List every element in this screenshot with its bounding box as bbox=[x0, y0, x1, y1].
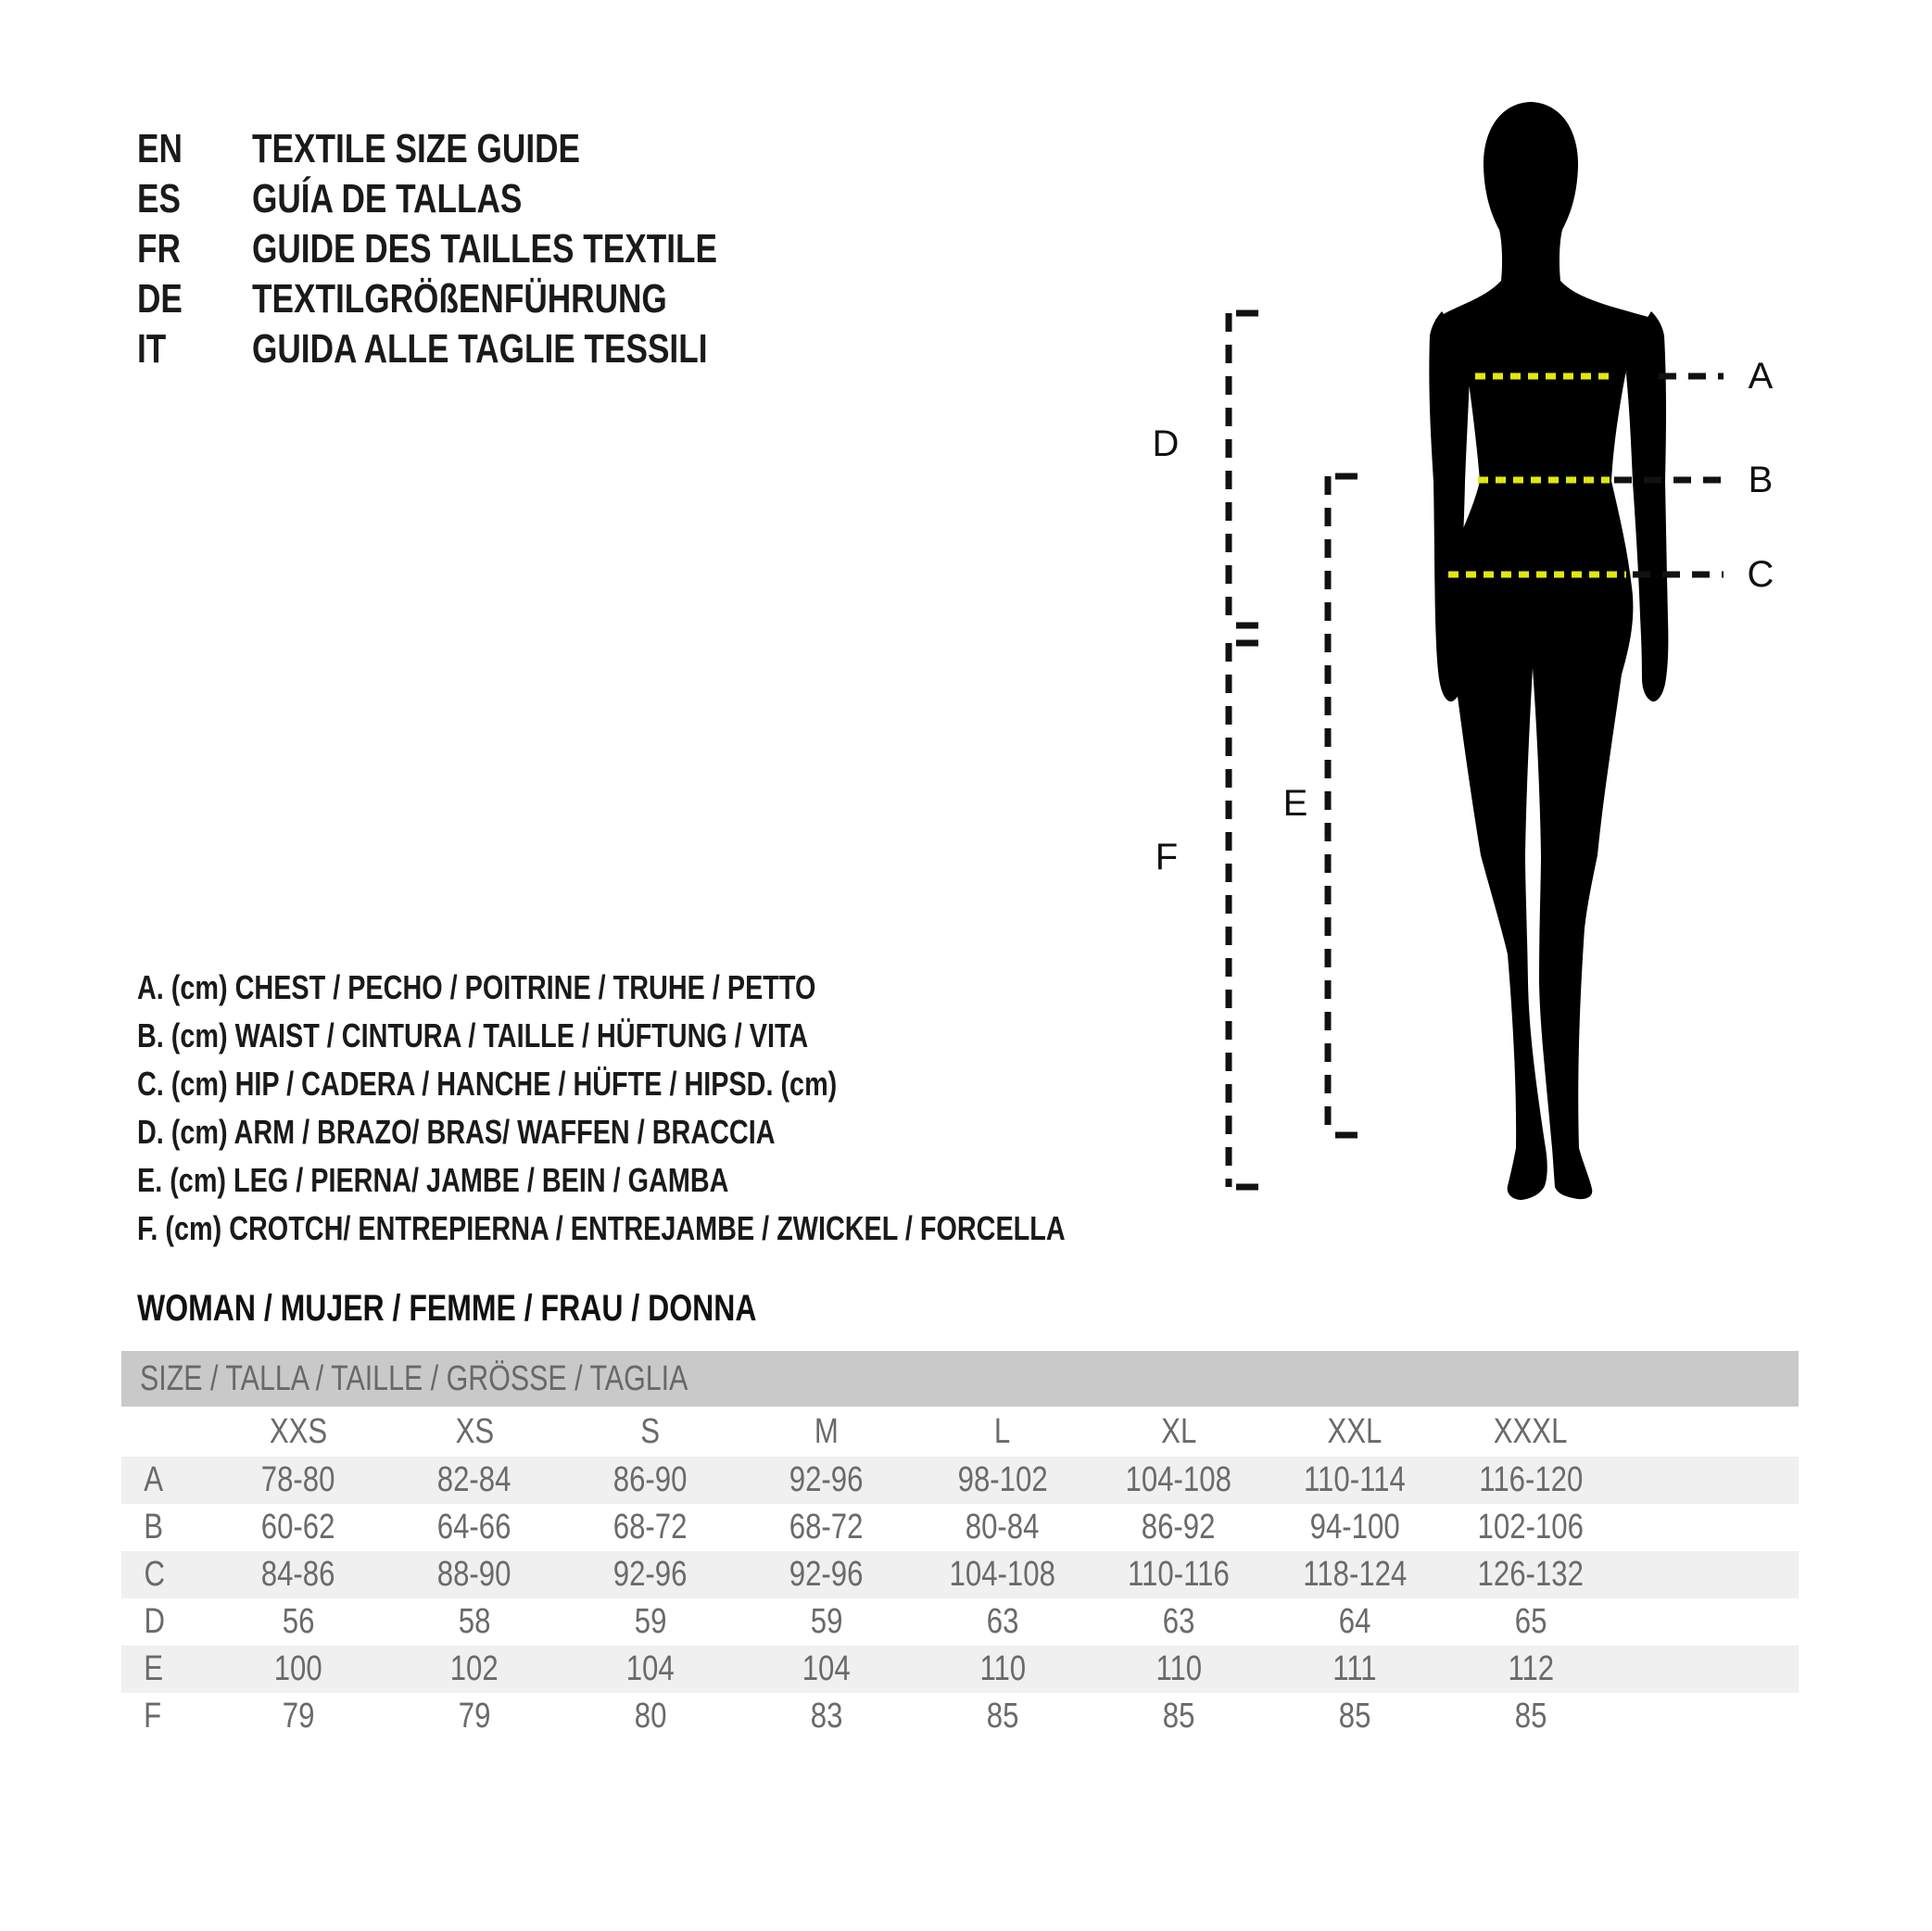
table-row-chest bbox=[121, 1457, 1799, 1504]
cell: 104 bbox=[802, 1649, 851, 1688]
row-label: B bbox=[144, 1508, 164, 1546]
cell: 104-108 bbox=[949, 1555, 1056, 1594]
cell: 94-100 bbox=[1309, 1508, 1400, 1546]
language-row-de bbox=[137, 274, 833, 324]
cell: 116-120 bbox=[1478, 1460, 1584, 1499]
cell: 126-132 bbox=[1477, 1555, 1585, 1594]
cell: 86-90 bbox=[613, 1460, 688, 1499]
cell: 59 bbox=[634, 1602, 667, 1641]
cell: 112 bbox=[1508, 1649, 1554, 1688]
legend-line-hip: C. (cm) HIP / CADERA / HANCHE / HÜFTE / HIPSD. (cm) bbox=[137, 1065, 838, 1103]
size-col-header: L bbox=[994, 1411, 1011, 1451]
cell: 85 bbox=[1162, 1697, 1195, 1735]
legend-line-leg: E. (cm) LEG / PIERNA/ JAMBE / BEIN / GAMBA bbox=[137, 1161, 729, 1199]
cell: 111 bbox=[1332, 1649, 1377, 1688]
cell: 59 bbox=[810, 1602, 843, 1641]
measurement-legend bbox=[137, 964, 1297, 1253]
language-code: DE bbox=[137, 276, 183, 322]
row-label: C bbox=[144, 1555, 165, 1594]
legend-line-waist: B. (cm) WAIST / CINTURA / TAILLE / HÜFTUNG / VITA bbox=[137, 1016, 809, 1054]
size-col-header: XXL bbox=[1327, 1411, 1383, 1451]
cell: 68-72 bbox=[613, 1508, 688, 1546]
cell: 102 bbox=[450, 1649, 499, 1688]
size-col-header: XL bbox=[1160, 1411, 1197, 1451]
cell: 110 bbox=[1155, 1649, 1202, 1688]
row-label: F bbox=[144, 1697, 162, 1735]
cell: 85 bbox=[1514, 1697, 1547, 1735]
row-label: D bbox=[144, 1602, 165, 1641]
cell: 85 bbox=[1338, 1697, 1371, 1735]
cell: 68-72 bbox=[789, 1508, 864, 1546]
cell: 64 bbox=[1338, 1602, 1371, 1641]
cell: 83 bbox=[810, 1697, 843, 1735]
diagram-label-e: E bbox=[1282, 783, 1308, 824]
cell: 63 bbox=[986, 1602, 1019, 1641]
cell: 84-86 bbox=[261, 1555, 335, 1594]
cell: 92-96 bbox=[789, 1460, 864, 1499]
legend-line-crotch: F. (cm) CROTCH/ ENTREPIERNA / ENTREJAMBE / ZWICKEL / FORCELLA bbox=[137, 1209, 1066, 1247]
table-row-arm bbox=[121, 1598, 1799, 1646]
woman-silhouette bbox=[1435, 102, 1658, 1200]
cell: 80 bbox=[634, 1697, 667, 1735]
cell: 58 bbox=[458, 1602, 491, 1641]
cell: 92-96 bbox=[613, 1555, 688, 1594]
cell: 85 bbox=[986, 1697, 1019, 1735]
language-code: ES bbox=[137, 176, 181, 221]
diagram-label-f: F bbox=[1155, 837, 1179, 877]
size-col-header: XXXL bbox=[1494, 1411, 1568, 1451]
cell: 102-106 bbox=[1477, 1508, 1585, 1546]
guide-title: TEXTILE SIZE GUIDE bbox=[252, 126, 580, 171]
cell: 110-114 bbox=[1304, 1460, 1406, 1499]
language-row-es bbox=[137, 174, 833, 224]
language-code: IT bbox=[137, 326, 167, 372]
language-row-en bbox=[137, 124, 833, 174]
woman-right-arm bbox=[1626, 311, 1668, 701]
cell: 56 bbox=[282, 1602, 315, 1641]
language-code: FR bbox=[137, 226, 181, 271]
cell: 64-66 bbox=[437, 1508, 511, 1546]
cell: 88-90 bbox=[437, 1555, 511, 1594]
cell: 100 bbox=[274, 1649, 322, 1688]
cell: 80-84 bbox=[966, 1508, 1040, 1546]
cell: 92-96 bbox=[789, 1555, 864, 1594]
size-table-size-row bbox=[121, 1407, 1799, 1457]
row-label: A bbox=[144, 1460, 164, 1499]
size-col-header: M bbox=[814, 1411, 839, 1451]
size-col-header: XS bbox=[455, 1411, 494, 1451]
guide-title: TEXTILGRÖßENFÜHRUNG bbox=[252, 276, 667, 322]
table-row-leg bbox=[121, 1646, 1799, 1693]
size-col-header: S bbox=[640, 1411, 661, 1451]
cell: 110 bbox=[979, 1649, 1026, 1688]
guide-title: GUIDE DES TAILLES TEXTILE bbox=[252, 226, 717, 271]
cell: 104-108 bbox=[1125, 1460, 1232, 1499]
language-title-block bbox=[137, 124, 833, 374]
diagram-label-b: B bbox=[1748, 460, 1774, 500]
guide-title: GUÍA DE TALLAS bbox=[252, 176, 523, 221]
row-label: E bbox=[144, 1649, 164, 1688]
table-row-waist bbox=[121, 1504, 1799, 1551]
cell: 79 bbox=[458, 1697, 491, 1735]
size-table-header-bar: SIZE / TALLA / TAILLE / GRÖSSE / TAGLIA bbox=[121, 1351, 1799, 1407]
language-code: EN bbox=[137, 126, 183, 171]
cell: 79 bbox=[282, 1697, 315, 1735]
size-table bbox=[121, 1351, 1799, 1740]
gender-caption: WOMAN / MUJER / FEMME / FRAU / DONNA bbox=[137, 1287, 757, 1329]
language-row-fr bbox=[137, 224, 833, 274]
diagram-label-a: A bbox=[1748, 356, 1774, 397]
language-row-it bbox=[137, 324, 833, 374]
cell: 78-80 bbox=[261, 1460, 335, 1499]
cell: 60-62 bbox=[261, 1508, 335, 1546]
cell: 104 bbox=[626, 1649, 675, 1688]
diagram-label-c: C bbox=[1747, 554, 1774, 595]
table-row-crotch bbox=[121, 1693, 1799, 1740]
guide-title: GUIDA ALLE TAGLIE TESSILI bbox=[252, 326, 708, 372]
cell: 110-116 bbox=[1128, 1555, 1230, 1594]
size-col-header: XXS bbox=[269, 1411, 328, 1451]
cell: 118-124 bbox=[1302, 1555, 1408, 1594]
cell: 65 bbox=[1514, 1602, 1547, 1641]
cell: 63 bbox=[1162, 1602, 1195, 1641]
diagram-label-d: D bbox=[1152, 423, 1180, 464]
cell: 98-102 bbox=[957, 1460, 1048, 1499]
table-row-hip bbox=[121, 1551, 1799, 1598]
legend-line-chest: A. (cm) CHEST / PECHO / POITRINE / TRUHE / PETTO bbox=[137, 968, 816, 1006]
legend-line-arm: D. (cm) ARM / BRAZO/ BRAS/ WAFFEN / BRACCIA bbox=[137, 1113, 776, 1151]
cell: 86-92 bbox=[1142, 1508, 1216, 1546]
cell: 82-84 bbox=[437, 1460, 511, 1499]
